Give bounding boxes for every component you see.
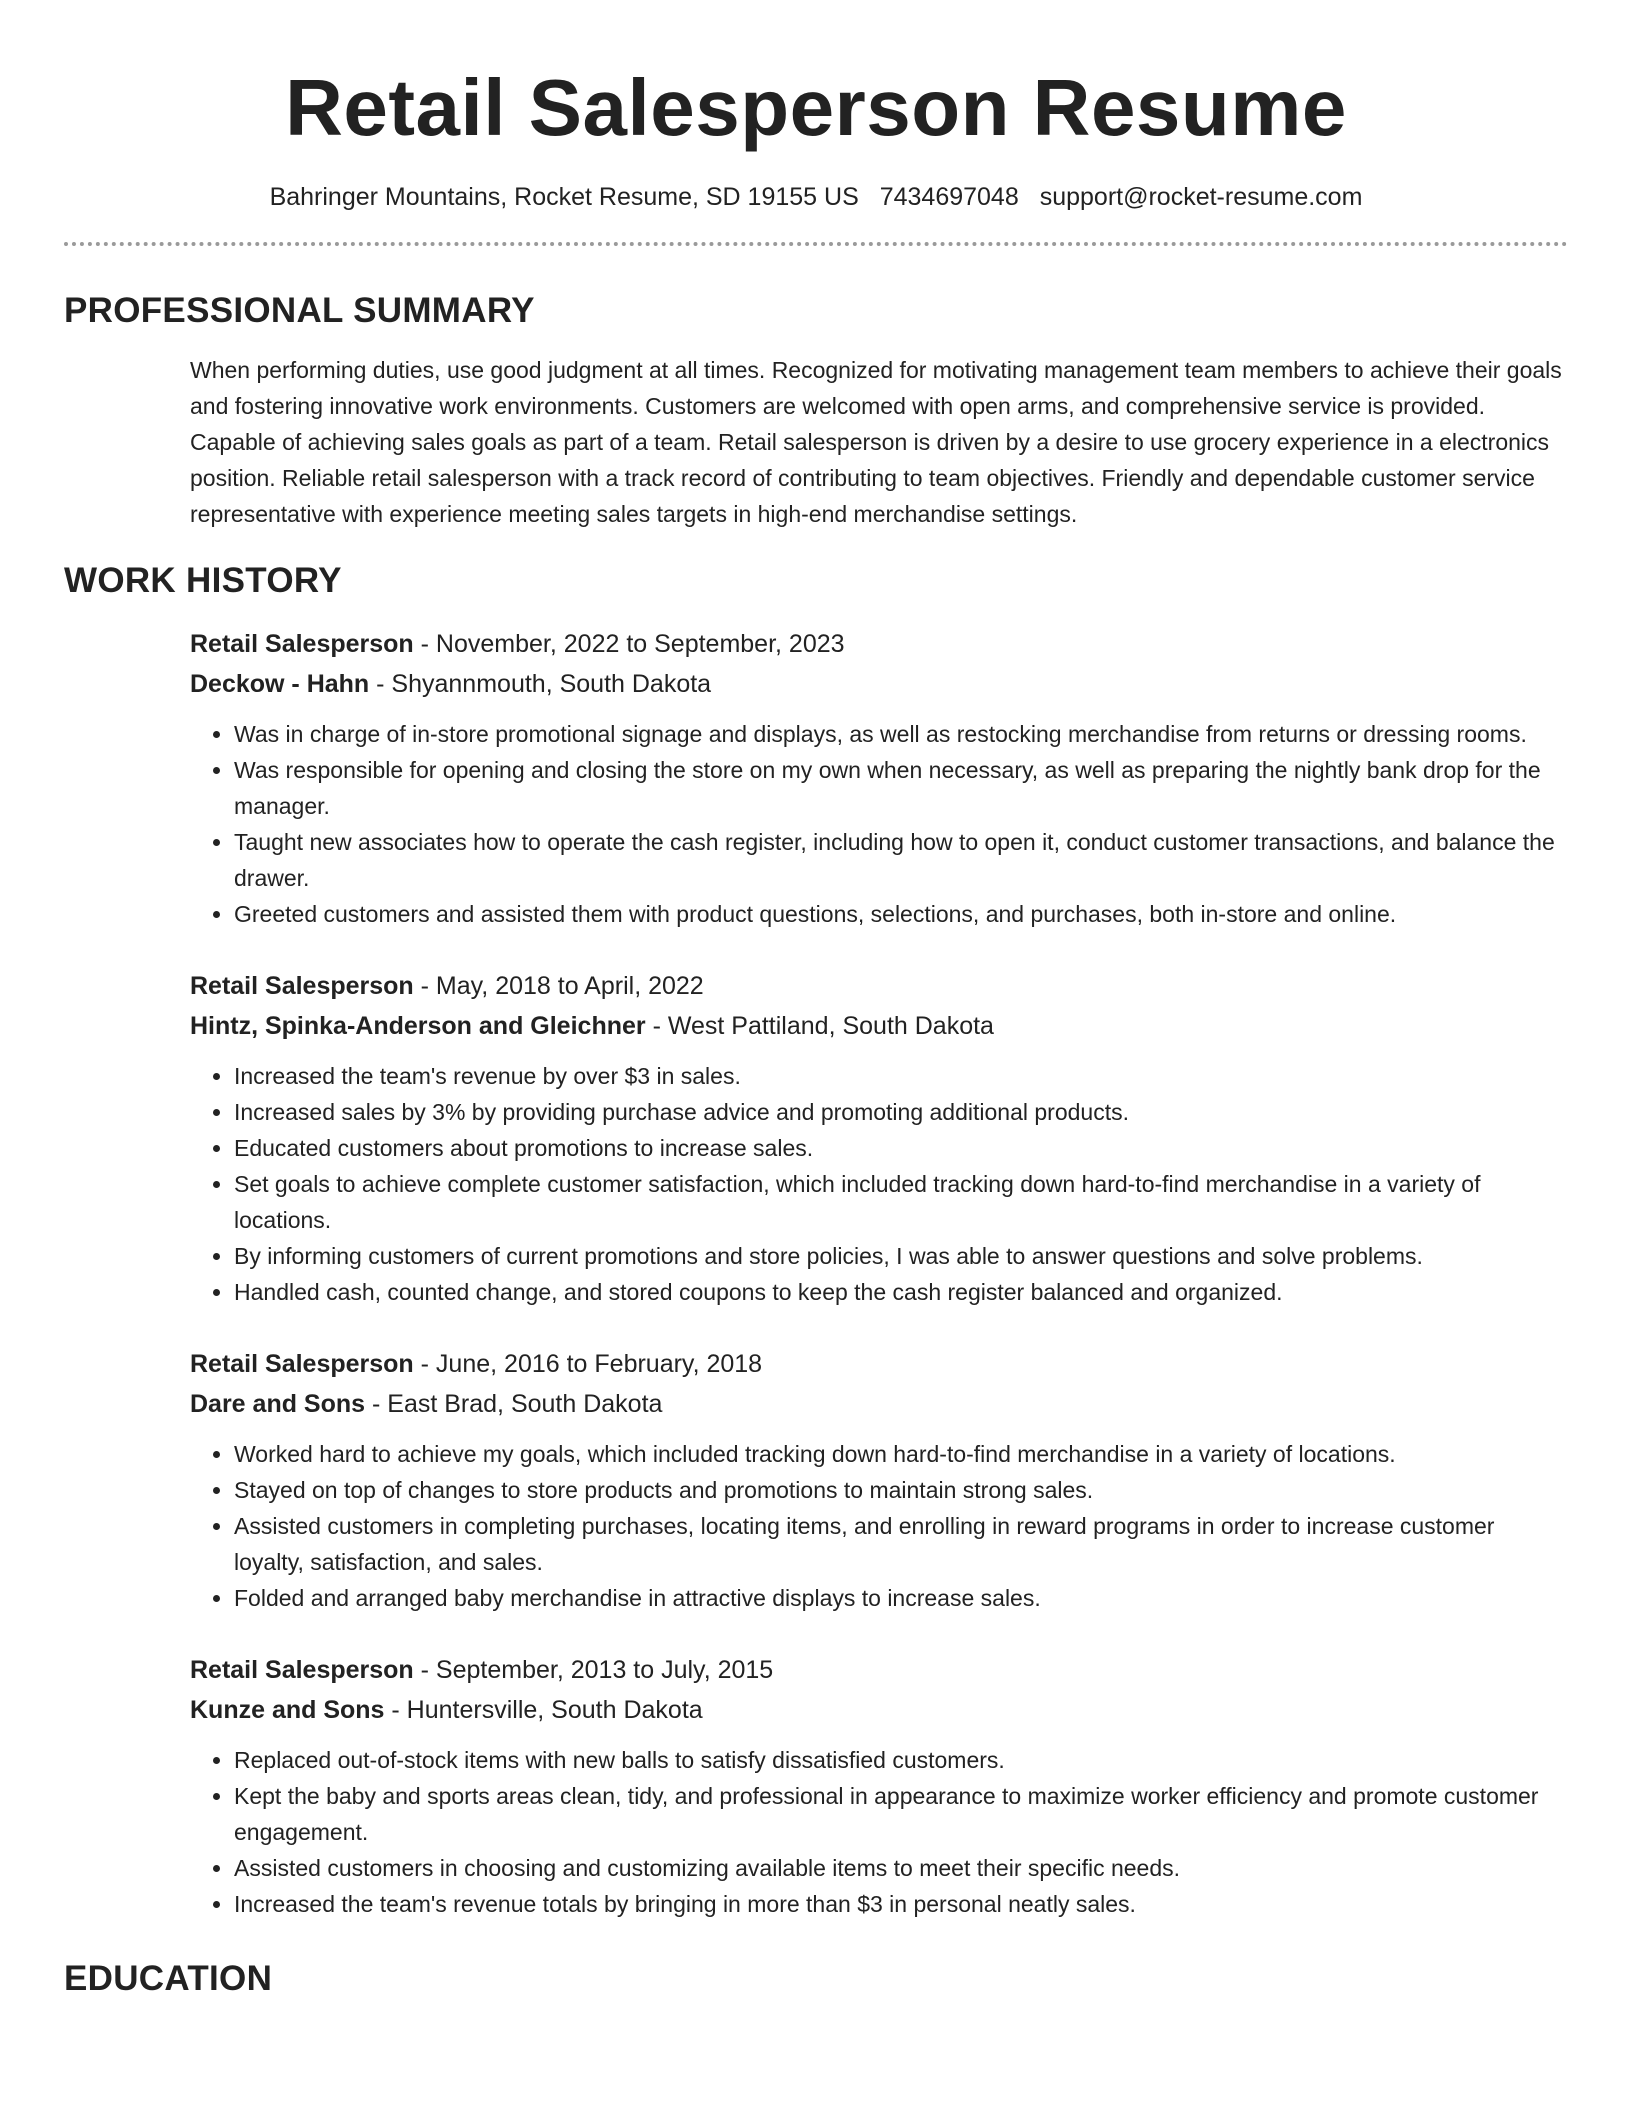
section-heading-summary: PROFESSIONAL SUMMARY [64,291,535,330]
job-bullet: • Greeted customers and assisted them with product questions, selections, and purchases, both in-store and online. [234,896,1568,932]
job-bullet: • Worked hard to achieve my goals, which included tracking down hard-to-find merchandise in a variety of locations. [234,1436,1568,1472]
job-title: Retail Salesperson [190,1656,414,1684]
job-dates: - November, 2022 to September, 2023 [413,630,845,658]
contact-address: Bahringer Mountains, Rocket Resume, SD 19155 US [269,183,859,211]
job-bullet: • By informing customers of current promotions and store policies, I was able to answer questions and solve problems. [234,1238,1568,1274]
job-bullet: • Increased the team's revenue totals by bringing in more than $3 in personal neatly sales. [234,1886,1568,1922]
resume-title: Retail Salesperson Resume [285,63,1347,152]
contact-email: support@rocket-resume.com [1039,183,1363,211]
job-bullet: • Set goals to achieve complete customer satisfaction, which included tracking down hard-to-find merchandise in a variety of locations. [234,1166,1568,1238]
job-bullet: • Stayed on top of changes to store products and promotions to maintain strong sales. [234,1472,1568,1508]
section-heading-education: EDUCATION [64,1959,273,1998]
job-entry [190,966,1568,1310]
job-entry [190,1344,1568,1616]
job-bullet: • Folded and arranged baby merchandise in attractive displays to increase sales. [234,1580,1568,1616]
job-company-line [190,1690,1568,1730]
summary-text: When performing duties, use good judgment at all times. Recognized for motivating management team members to achieve their goals and fostering innovative work environments. Customers are welcomed with open arms, and comprehensive service is provided. Capable of achieving sales goals as part of a team. Retail salesperson is driven by a desire to use grocery experience in a electronics position. Reliable retail salesperson with a track record of contributing to team objectives. Friendly and dependable customer service representative with experience meeting sales targets in high-end merchandise settings. [190,357,1562,527]
job-bullet: • Taught new associates how to operate the cash register, including how to open it, conduct customer transactions, and balance the drawer. [234,824,1568,896]
job-bullet: • Increased sales by 3% by providing purchase advice and promoting additional products. [234,1094,1568,1130]
job-bullets [190,1742,1568,1922]
job-dates: - June, 2016 to February, 2018 [413,1350,763,1378]
job-dates: - September, 2013 to July, 2015 [413,1656,774,1684]
job-title-line [190,966,1568,1006]
job-company-line [190,1384,1568,1424]
job-bullet: • Assisted customers in choosing and customizing available items to meet their specific needs. [234,1850,1568,1886]
contact-line [64,180,1568,214]
job-bullet: • Replaced out-of-stock items with new balls to satisfy dissatisfied customers. [234,1742,1568,1778]
header-divider [64,242,1568,246]
job-location: - Shyannmouth, South Dakota [369,670,712,698]
job-title: Retail Salesperson [190,972,414,1000]
job-company: Deckow - Hahn [190,670,370,698]
job-bullets [190,1058,1568,1310]
resume-page [64,0,1568,2002]
job-title-line [190,1344,1568,1384]
job-bullet: • Assisted customers in completing purchases, locating items, and enrolling in reward programs in order to increase customer loyalty, satisfaction, and sales. [234,1508,1568,1580]
job-title-line [190,1650,1568,1690]
job-company: Hintz, Spinka-Anderson and Gleichner [190,1012,646,1040]
job-bullet: • Was responsible for opening and closing the store on my own when necessary, as well as preparing the nightly bank drop for the manager. [234,752,1568,824]
job-company: Dare and Sons [190,1390,366,1418]
job-company-line [190,1006,1568,1046]
job-location: - East Brad, South Dakota [365,1390,663,1418]
job-title: Retail Salesperson [190,630,414,658]
job-title: Retail Salesperson [190,1350,414,1378]
job-entry [190,624,1568,932]
job-bullets [190,1436,1568,1616]
section-heading-work-history: WORK HISTORY [64,561,342,600]
job-company: Kunze and Sons [190,1696,385,1724]
job-bullet: • Was in charge of in-store promotional signage and displays, as well as restocking merchandise from returns or dressing rooms. [234,716,1568,752]
job-company-line [190,664,1568,704]
job-location: - West Pattiland, South Dakota [645,1012,994,1040]
job-dates: - May, 2018 to April, 2022 [413,972,704,1000]
contact-phone: 7434697048 [879,183,1019,211]
job-location: - Huntersville, South Dakota [384,1696,703,1724]
job-bullets [190,716,1568,932]
job-entry [190,1650,1568,1922]
job-title-line [190,624,1568,664]
job-bullet: • Educated customers about promotions to increase sales. [234,1130,1568,1166]
job-bullet: • Handled cash, counted change, and stored coupons to keep the cash register balanced and organized. [234,1274,1568,1310]
job-bullet: • Kept the baby and sports areas clean, tidy, and professional in appearance to maximize worker efficiency and promote customer engagement. [234,1778,1568,1850]
job-bullet: • Increased the team's revenue by over $3 in sales. [234,1058,1568,1094]
